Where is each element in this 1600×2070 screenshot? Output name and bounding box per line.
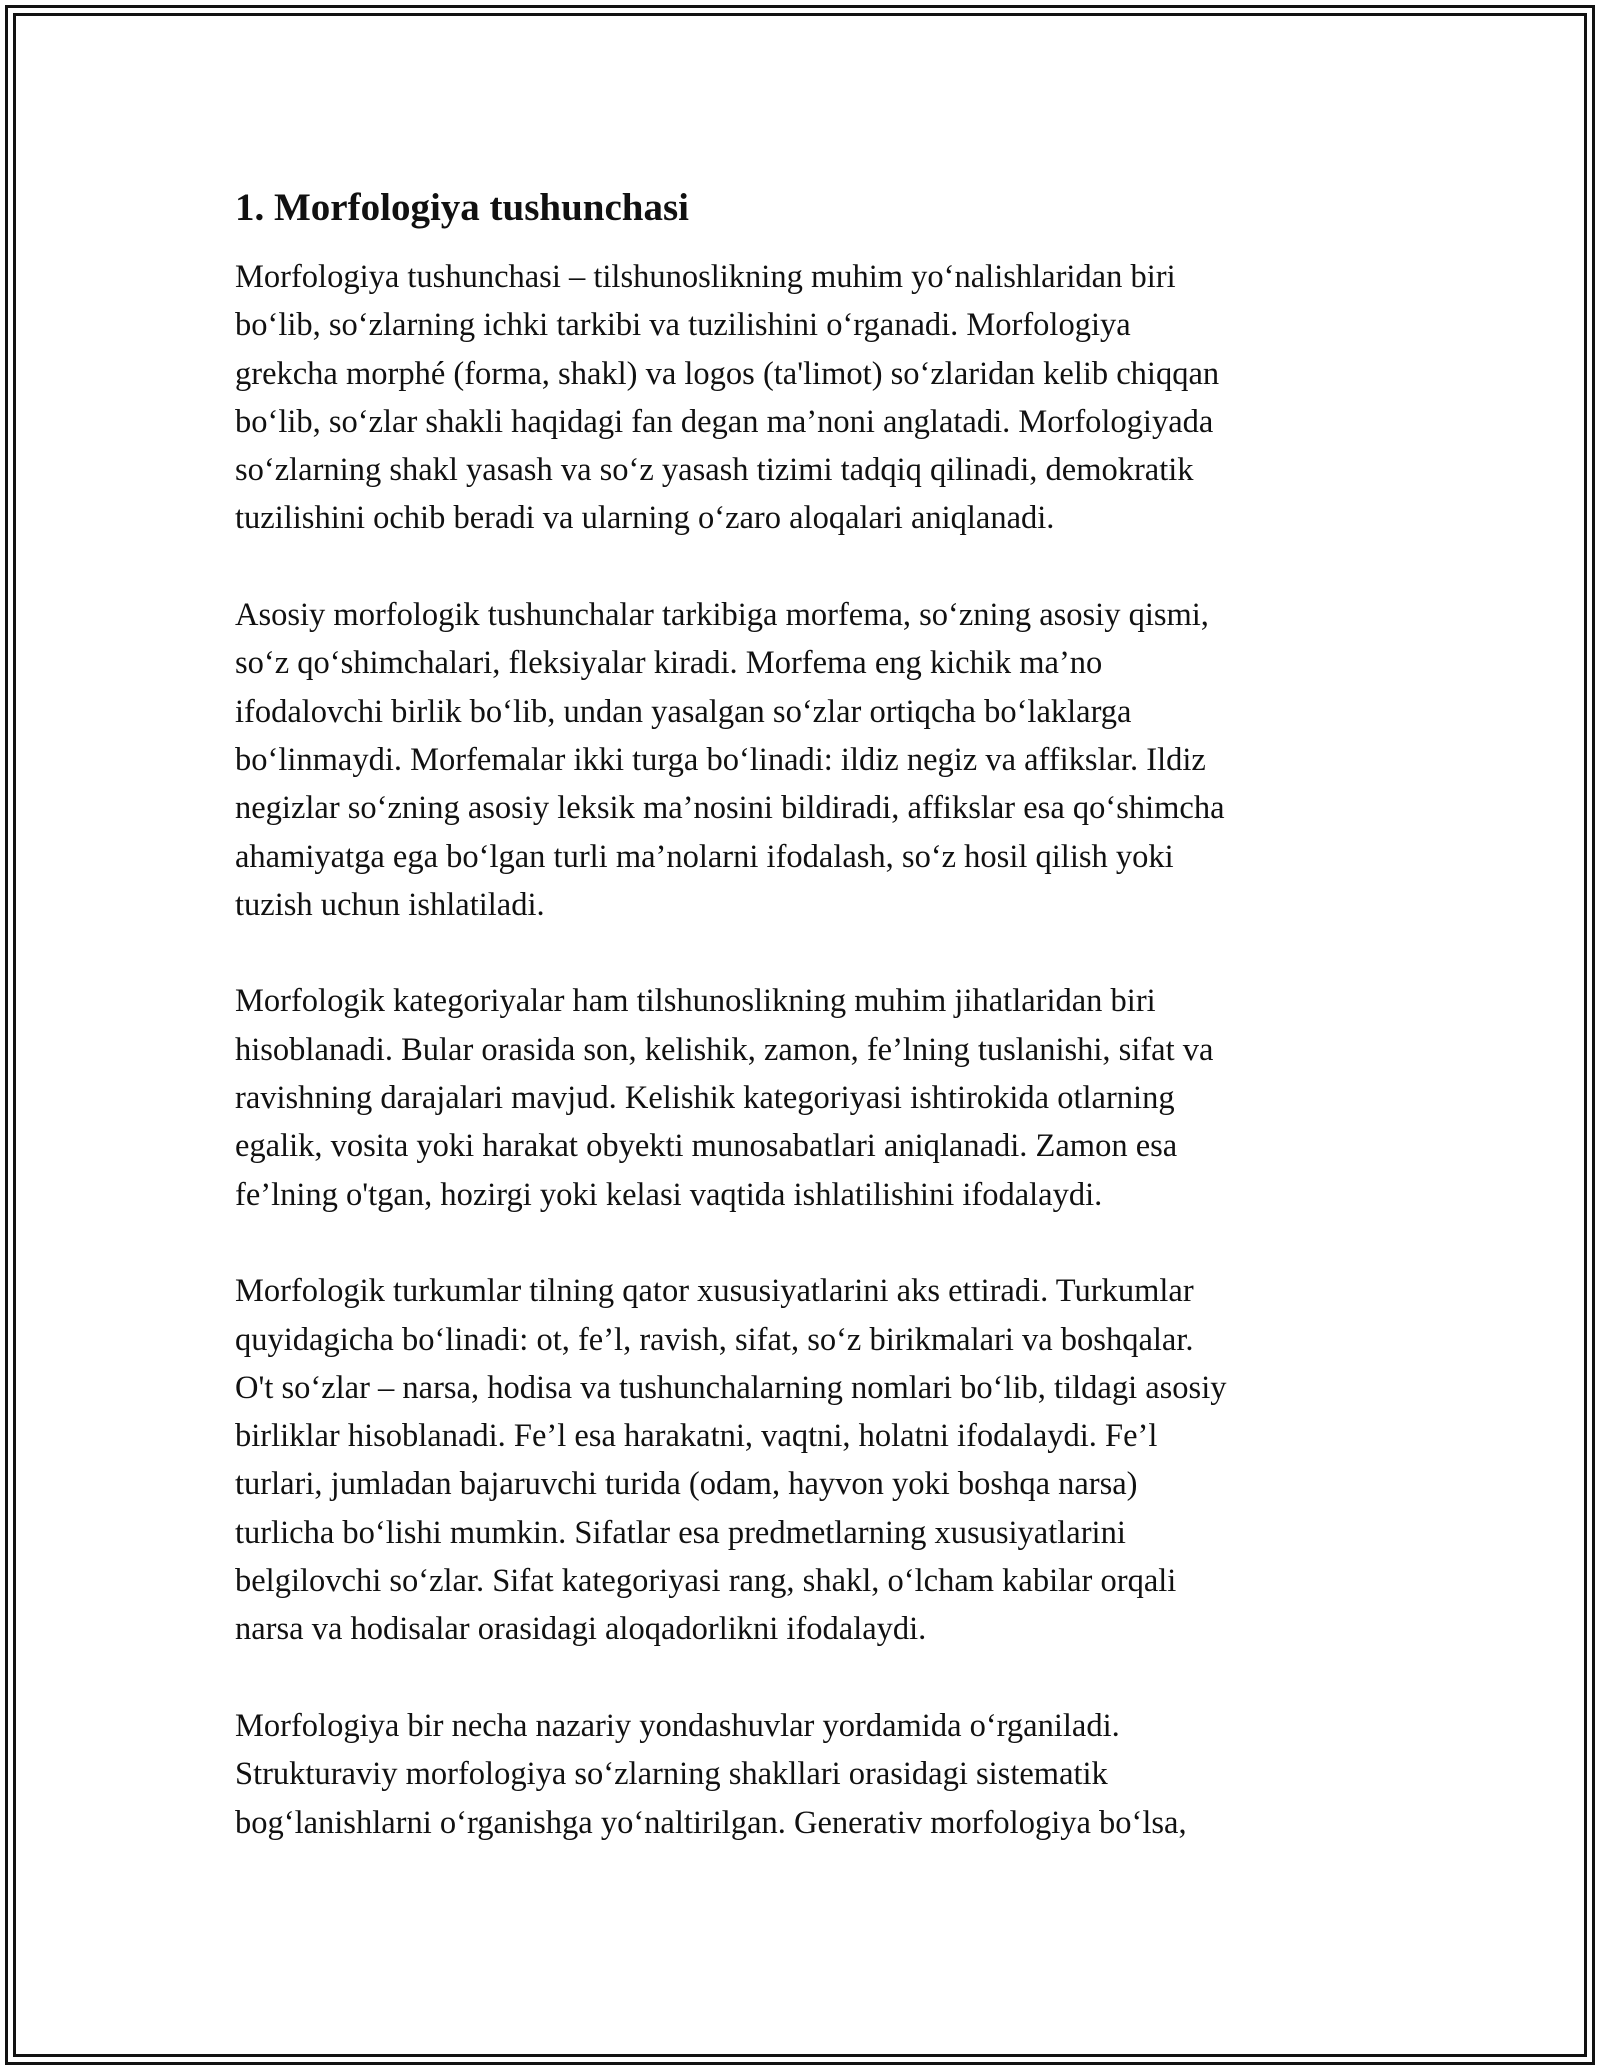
paragraph-line: birliklar hisoblanadi. Fe’l esa harakatni, vaqtni, holatni ifodalaydi. Fe’l [235, 1418, 1158, 1455]
section-heading: 1. Morfologiya tushunchasi [235, 186, 689, 229]
paragraph-5 [235, 1702, 1365, 1847]
paragraph-line: Morfologik turkumlar tilning qator xususiyatlarini aks ettiradi. Turkumlar [235, 1273, 1194, 1310]
paragraph-line: belgilovchi so‘zlar. Sifat kategoriyasi rang, shakl, o‘lcham kabilar orqali [235, 1563, 1177, 1600]
paragraph-line: ravishning darajalari mavjud. Kelishik kategoriyasi ishtirokida otlarning [235, 1080, 1175, 1117]
paragraph-line: Asosiy morfologik tushunchalar tarkibiga morfema, so‘zning asosiy qismi, [235, 597, 1209, 634]
paragraph-4 [235, 1267, 1365, 1653]
paragraph-line: so‘zlarning shakl yasash va so‘z yasash tizimi tadqiq qilinadi, demokratik [235, 452, 1194, 489]
paragraph-line: tuzilishini ochib beradi va ularning o‘zaro aloqalari aniqlanadi. [235, 500, 1055, 537]
paragraph-line: grekcha morphé (forma, shakl) va logos (ta'limot) so‘zlaridan kelib chiqqan [235, 355, 1220, 392]
paragraph-line: bo‘linmaydi. Morfemalar ikki turga bo‘linadi: ildiz negiz va affikslar. Ildiz [235, 741, 1206, 778]
paragraph-line: ifodalovchi birlik bo‘lib, undan yasalgan so‘zlar ortiqcha bo‘laklarga [235, 693, 1132, 730]
paragraph-line: turlicha bo‘lishi mumkin. Sifatlar esa predmetlarning xususiyatlarini [235, 1514, 1126, 1551]
paragraph-line: bo‘lib, so‘zlar shakli haqidagi fan degan ma’noni anglatadi. Morfologiyada [235, 403, 1214, 440]
paragraph-line: Morfologik kategoriyalar ham tilshunoslikning muhim jihatlaridan biri [235, 983, 1156, 1020]
paragraph-line: negizlar so‘zning asosiy leksik ma’nosini bildiradi, affikslar esa qo‘shimcha [235, 790, 1225, 827]
paragraph-2 [235, 591, 1365, 929]
paragraph-line: quyidagicha bo‘linadi: ot, fe’l, ravish, sifat, so‘z birikmalari va boshqalar. [235, 1321, 1194, 1358]
paragraph-line: turlari, jumladan bajaruvchi turida (odam, hayvon yoki boshqa narsa) [235, 1466, 1138, 1503]
paragraph-line: Strukturaviy morfologiya so‘zlarning shakllari orasidagi sistematik [235, 1756, 1108, 1793]
paragraph-line: ahamiyatga ega bo‘lgan turli ma’nolarni ifodalash, so‘z hosil qilish yoki [235, 838, 1174, 875]
paragraph-1 [235, 253, 1365, 543]
paragraph-line: fe’lning o'tgan, hozirgi yoki kelasi vaqtida ishlatilishini ifodalaydi. [235, 1176, 1103, 1213]
paragraph-line: Morfologiya bir necha nazariy yondashuvlar yordamida o‘rganiladi. [235, 1707, 1120, 1744]
paragraph-line: egalik, vosita yoki harakat obyekti munosabatlari aniqlanadi. Zamon esa [235, 1128, 1178, 1165]
paragraph-line: O't so‘zlar – narsa, hodisa va tushunchalarning nomlari bo‘lib, tildagi asosiy [235, 1369, 1227, 1406]
paragraph-line: tuzish uchun ishlatiladi. [235, 886, 545, 923]
paragraph-line: bog‘lanishlarni o‘rganishga yo‘naltirilgan. Generativ morfologiya bo‘lsa, [235, 1804, 1187, 1841]
paragraph-line: Morfologiya tushunchasi – tilshunoslikning muhim yo‘nalishlaridan biri [235, 259, 1176, 295]
paragraph-line: narsa va hodisalar orasidagi aloqadorlikni ifodalaydi. [235, 1611, 927, 1648]
paragraph-3 [235, 977, 1365, 1218]
paragraph-line: bo‘lib, so‘zlarning ichki tarkibi va tuzilishini o‘rganadi. Morfologiya [235, 307, 1131, 344]
document-body [235, 184, 1365, 1895]
paragraph-line: hisoblanadi. Bular orasida son, kelishik, zamon, fe’lning tuslanishi, sifat va [235, 1031, 1214, 1068]
paragraph-line: so‘z qo‘shimchalari, fleksiyalar kiradi. Morfema eng kichik ma’no [235, 645, 1103, 682]
